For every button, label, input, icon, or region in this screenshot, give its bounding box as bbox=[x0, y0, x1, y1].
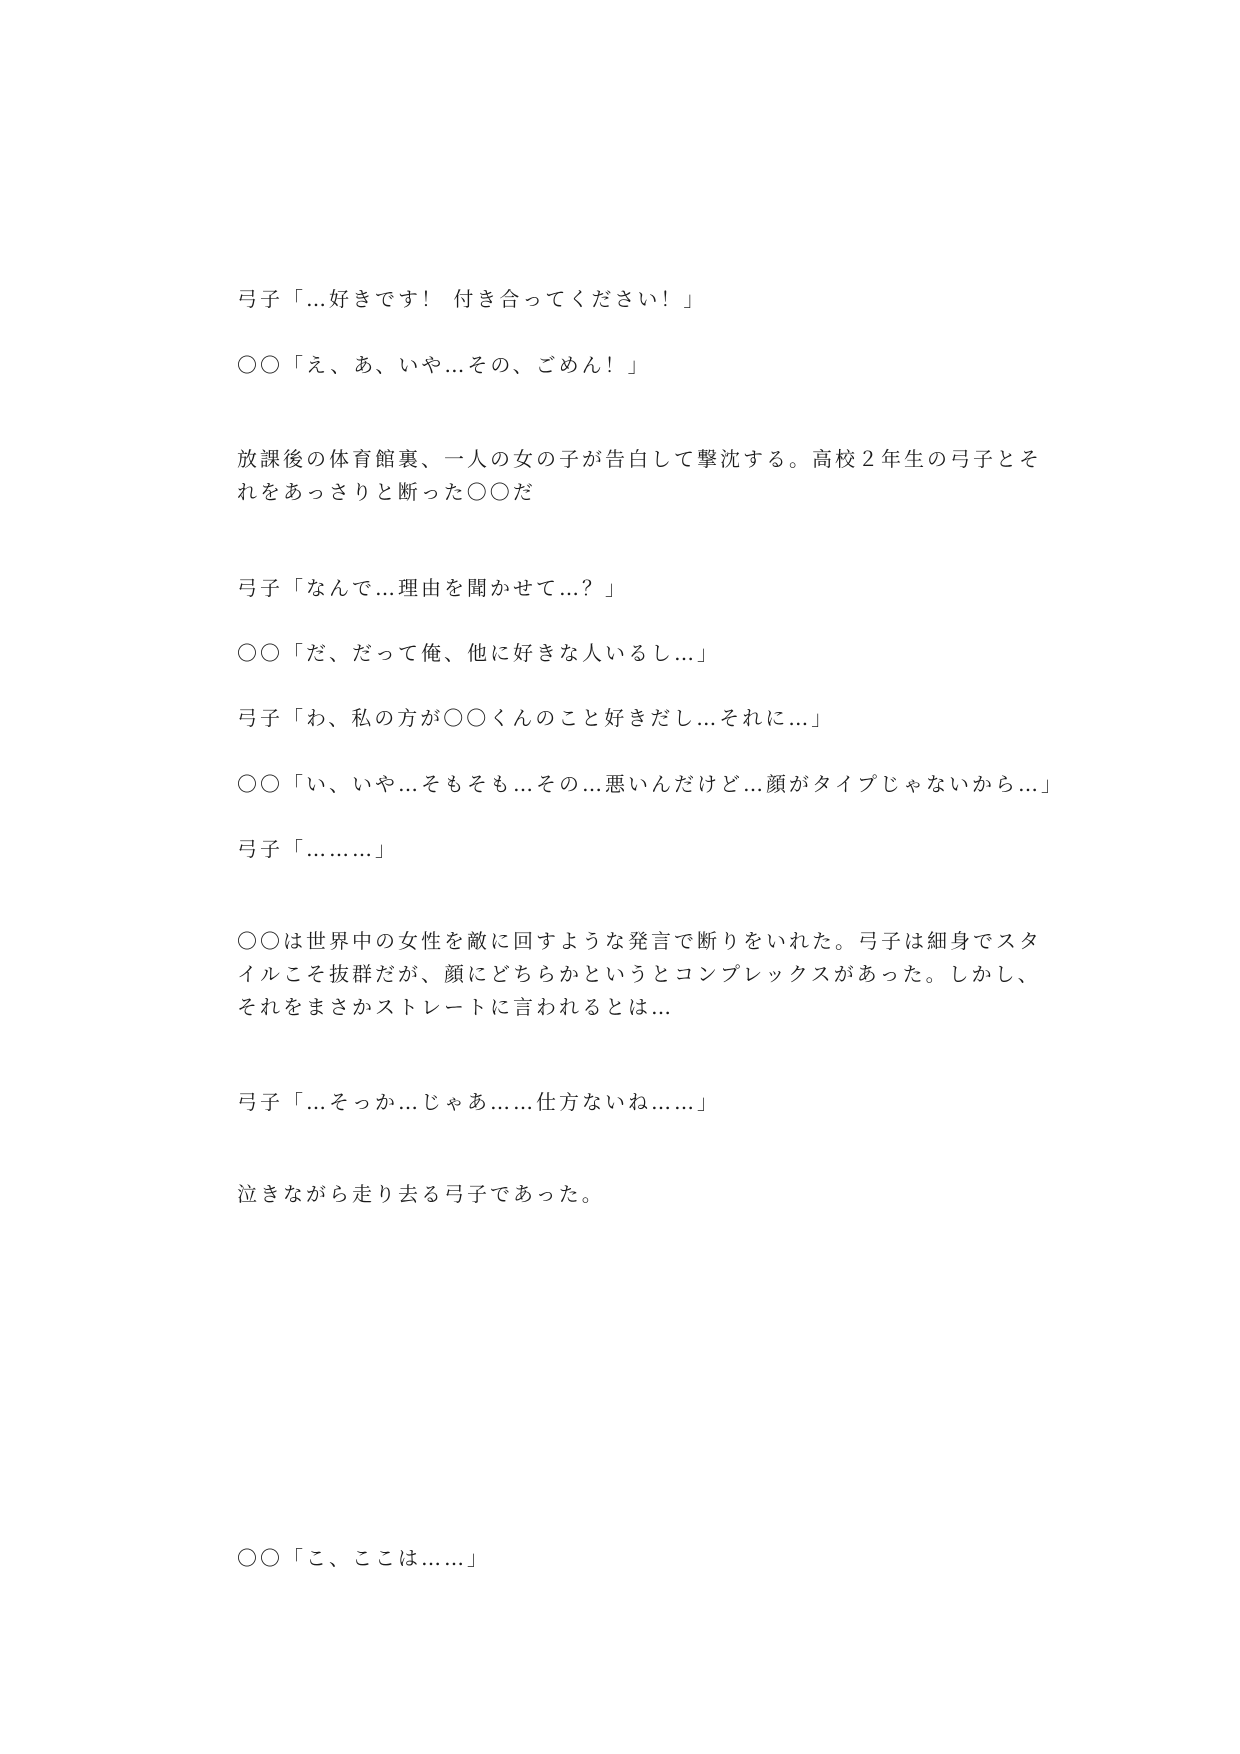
dialogue-line-yumiko-insist: 弓子「わ、私の方が〇〇くんのこと好きだし…それに…」 bbox=[237, 706, 835, 730]
narration-1-line-2: れをあっさりと断った〇〇だ bbox=[237, 480, 536, 504]
dialogue-line-oo-not-my-type: 〇〇「い、いや…そもそも…その…悪いんだけど…顔がタイプじゃないから…」 bbox=[237, 772, 1064, 796]
dialogue-line-yumiko-silence: 弓子「………」 bbox=[237, 837, 398, 861]
narration-paragraph-2 bbox=[237, 925, 1042, 1024]
dialogue-line-yumiko-why: 弓子「なんで…理由を聞かせて…？」 bbox=[237, 576, 628, 600]
narration-paragraph-1 bbox=[237, 443, 1042, 509]
dialogue-line-oo-rejection: 〇〇「え、あ、いや…その、ごめん！」 bbox=[237, 353, 651, 377]
narration-2-line-1: 〇〇は世界中の女性を敵に回すような発言で断りをいれた。弓子は細身でスタ bbox=[237, 929, 1042, 953]
dialogue-line-yumiko-confession: 弓子「…好きです！ 付き合ってください！」 bbox=[237, 287, 707, 311]
dialogue-line-oo-someone-else: 〇〇「だ、だって俺、他に好きな人いるし…」 bbox=[237, 641, 720, 665]
dialogue-line-yumiko-resigned: 弓子「…そっか…じゃあ……仕方ないね……」 bbox=[237, 1090, 720, 1114]
narration-1-line-1: 放課後の体育館裏、一人の女の子が告白して撃沈する。高校２年生の弓子とそ bbox=[237, 447, 1042, 471]
narration-2-line-2: イルこそ抜群だが、顔にどちらかというとコンプレックスがあった。しかし、 bbox=[237, 962, 1041, 986]
narration-yumiko-runs-away: 泣きながら走り去る弓子であった。 bbox=[237, 1182, 605, 1206]
narration-2-line-3: それをまさかストレートに言われるとは… bbox=[237, 995, 674, 1019]
dialogue-line-oo-here: 〇〇「こ、ここは……」 bbox=[237, 1546, 490, 1570]
